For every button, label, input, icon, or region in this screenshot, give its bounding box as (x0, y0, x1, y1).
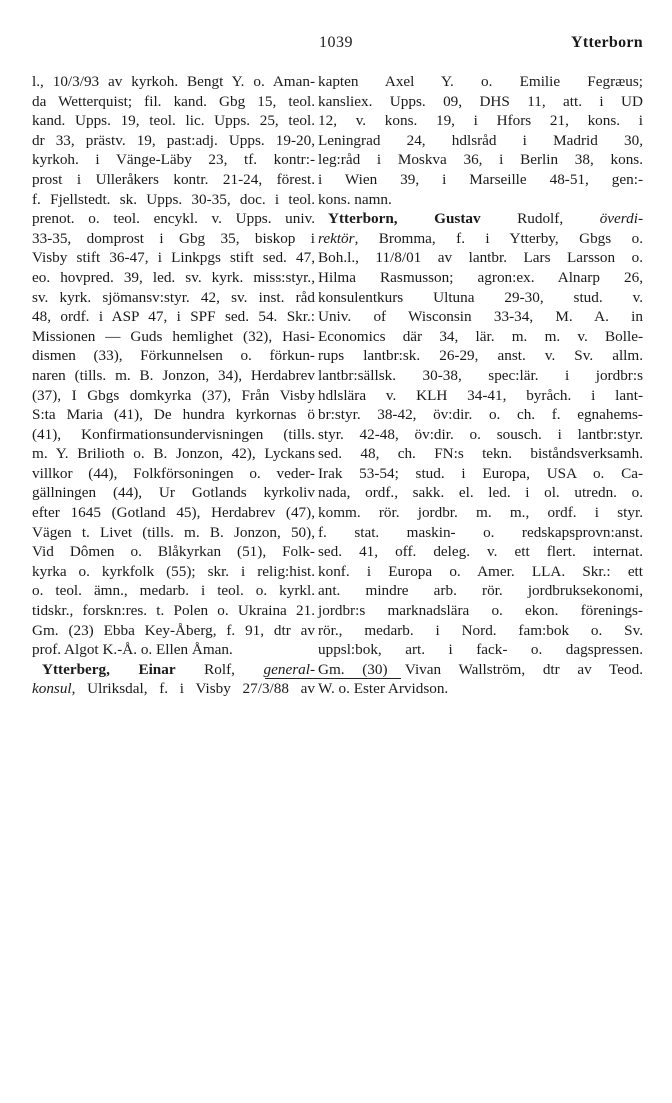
text-line: villkor (44), Folkförsoningen o. veder- (32, 464, 315, 482)
text-line: prenot. o. teol. encykl. v. Upps. univ. (32, 210, 315, 228)
text-line: Hilma Rasmusson; agron:ex. Alnarp 26, (318, 268, 643, 286)
entry-title: konsul (32, 680, 72, 698)
text-line: eo. hovpred. 39, led. sv. kyrk. miss:styr., (32, 268, 315, 286)
text-line: Irak 53-54; stud. i Europa, USA o. Ca- (318, 464, 643, 482)
text-line: Gm. (23) Ebba Key-Åberg, f. 91, dtr av (32, 621, 315, 639)
text-line: 48, ordf. i ASP 47, i SPF sed. 54. Skr.: (32, 308, 315, 326)
text-line: prof. Algot K.-Å. o. Ellen Åman. (32, 641, 233, 659)
text-line: rör., medarb. i Nord. fam:bok o. Sv. (318, 621, 643, 639)
text-line: i Wien 39, i Marseille 48-51, gen:- (318, 170, 643, 188)
entry-headword: Ytterberg, Einar (42, 660, 176, 678)
entry-ytterborn-first-line (318, 209, 643, 229)
text-line: efter 1645 (Gotland 45), Herdabrev (47), (32, 504, 315, 522)
text-line: Boh.l., 11/8/01 av lantbr. Lars Larsson o. (318, 249, 643, 267)
text-line: uppsl:bok, art. i fack- o. dagspressen. (318, 641, 643, 659)
text-line: Univ. of Wisconsin 33-34, M. A. in (318, 308, 643, 326)
text-line: nada, ordf., sakk. el. led. i ol. utredn. o. (318, 484, 643, 502)
text-line: prost i Ulleråkers kontr. 21-24, förest. (32, 170, 315, 188)
text-line: da Wetterquist; fil. kand. Gbg 15, teol. (32, 92, 315, 110)
entry-ytterberg-first-line (32, 660, 315, 680)
text-line: br:styr. 38-42, öv:dir. o. ch. f. egnahems- (318, 406, 643, 424)
text-line: komm. rör. jordbr. m. m., ordf. i styr. (318, 504, 643, 522)
text-line: konsulentkurs Ultuna 29-30, stud. v. (318, 288, 643, 306)
text-line: S:ta Maria (41), De hundra kyrkornas ö (32, 406, 315, 424)
entry-given-name: Rudolf, (480, 210, 600, 228)
entry-text: , Bromma, f. i Ytterby, Gbgs o. (354, 229, 643, 247)
text-line: W. o. Ester Arvidson. (318, 680, 449, 698)
text-line: (37), I Gbgs domkyrka (37), Från Visby (32, 386, 315, 404)
text-line: leg:råd i Moskva 36, i Berlin 38, kons. (318, 151, 643, 169)
text-line: o. teol. ämn., medarb. i teol. o. kyrkl. (32, 582, 315, 600)
text-line: kapten Axel Y. o. Emilie Fegræus; (318, 73, 643, 90)
text-line: styr. 42-48, öv:dir. o. sousch. i lantbr:styr. (318, 425, 643, 443)
text-line: sv. kyrk. sjömansv:styr. 42, sv. inst. råd (32, 288, 315, 306)
text-line: Visby stift 36-47, i Linkpgs stift sed. 47, (32, 249, 315, 267)
text-line: sed. 48, ch. FN:s tekn. biståndsverksamh. (318, 445, 643, 463)
text-line: kand. Upps. 19, teol. lic. Upps. 25, teol. (32, 112, 315, 130)
entry-text: , Ulriksdal, f. i Visby 27/3/88 av (71, 680, 315, 698)
text-line: m. Y. Brilioth o. B. Jonzon, 42), Lyckans (32, 445, 315, 463)
text-line: Vid Dômen o. Blåkyrkan (51), Folk- (32, 543, 315, 561)
text-line: lantbr:sällsk. 30-38, spec:lär. i jordbr:s (318, 366, 643, 384)
text-line: konf. i Europa o. Amer. LLA. Skr.: ett (318, 562, 643, 580)
text-line: kyrka o. kyrkfolk (55); skr. i relig:hist. (32, 562, 315, 580)
text-line: tidskr., forskn:res. t. Polen o. Ukraina 21. (32, 602, 315, 620)
entry-headword: Ytterborn, Gustav (328, 210, 481, 228)
running-head: Ytterborn (570, 34, 643, 51)
entry-title: general- (263, 660, 315, 678)
entry-given-name: Rolf, (175, 660, 264, 678)
text-line: kons. namn. (318, 190, 392, 208)
section-end-rule (265, 678, 401, 679)
text-line: 33-35, domprost i Gbg 35, biskop i (32, 229, 315, 247)
text-line: dismen (33), Förkunnelsen o. förkun- (32, 347, 315, 365)
text-line: naren (tills. m. B. Jonzon, 34), Herdabrev (32, 366, 315, 384)
text-line: f. stat. maskin- o. redskapsprovn:anst. (318, 523, 643, 541)
text-line: Missionen — Guds hemlighet (32), Hasi- (32, 327, 315, 345)
text-line: l., 10/3/93 av kyrkoh. Bengt Y. o. Aman- (32, 73, 315, 90)
text-line: Gm. (30) Vivan Wallström, dtr av Teod. (318, 660, 643, 678)
entry-title: överdi- (599, 210, 643, 228)
text-line: sed. 41, off. deleg. v. ett flert. internat. (318, 543, 643, 561)
right-column (318, 72, 643, 699)
text-line: 12, v. kons. 19, i Hfors 21, kons. i (318, 112, 643, 130)
page-number: 1039 (319, 34, 353, 51)
text-line: kyrkoh. i Vänge-Läby 23, tf. kontr:- (32, 151, 315, 169)
text-line: gällningen (44), Ur Gotlands kyrkoliv (32, 484, 315, 502)
text-line: f. Fjellstedt. sk. Upps. 30-35, doc. i teol. (32, 190, 315, 208)
entry-ytterborn-second-line (318, 229, 643, 249)
text-line: ant. mindre arb. rör. jordbruksekonomi, (318, 582, 643, 600)
text-line: hdlslära v. KLH 34-41, byråch. i lant- (318, 386, 643, 404)
text-line: jordbr:s marknadslära o. ekon. förenings- (318, 602, 643, 620)
text-line: Leningrad 24, hdlsråd i Madrid 30, (318, 131, 643, 149)
left-column (32, 72, 315, 699)
text-line: (41), Konfirmationsundervisningen (tills. (32, 425, 315, 443)
text-line: Economics där 34, lär. m. m. v. Bolle- (318, 327, 643, 345)
text-line: rups lantbr:sk. 26-29, anst. v. Sv. allm. (318, 347, 643, 365)
entry-title: rektör (318, 229, 355, 247)
entry-ytterberg-second-line (32, 679, 315, 699)
text-line: Vägen t. Livet (tills. m. B. Jonzon, 50), (32, 523, 315, 541)
text-line: dr 33, prästv. 19, past:adj. Upps. 19-20, (32, 131, 315, 149)
text-line: kansliex. Upps. 09, DHS 11, att. i UD (318, 92, 643, 110)
